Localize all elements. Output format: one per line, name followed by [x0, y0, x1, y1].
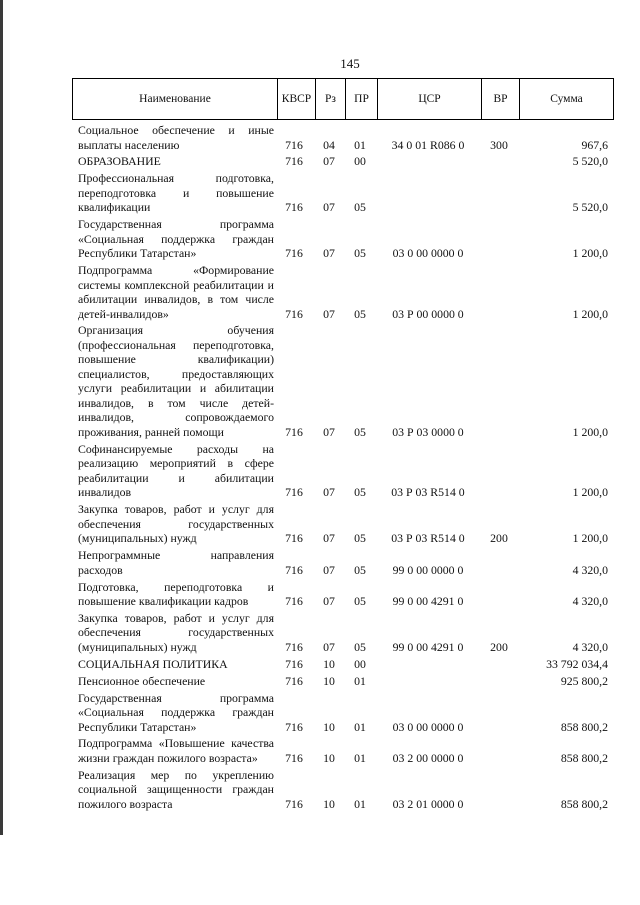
row-vr: 300: [490, 137, 508, 152]
row-sum: 4 320,0: [572, 562, 608, 577]
row-kvsr: 716: [285, 485, 303, 500]
row-name: Непрограммные направления расходов: [78, 548, 274, 577]
row-csr: 03 0 00 0000 0: [392, 246, 464, 261]
row-name: Государственная программа «Социальная поддержка граждан Республики Татарстан»: [78, 690, 274, 734]
row-kvsr: 716: [285, 246, 303, 261]
table-row: [78, 323, 614, 439]
row-kvsr: 716: [285, 154, 303, 169]
row-csr: 03 2 00 0000 0: [392, 750, 464, 765]
row-name: Подпрограмма «Формирование системы комплексной реабилитации и абилитации инвалидов, в том числе детей-инвалидов»: [78, 263, 274, 321]
row-name: Закупка товаров, работ и услуг для обеспечения государственных (муниципальных) нужд: [78, 610, 274, 654]
row-rz: 07: [323, 531, 335, 546]
row-name: СОЦИАЛЬНАЯ ПОЛИТИКА: [78, 656, 228, 671]
row-name: Реализация мер по укреплению социальной защищенности граждан пожилого возраста: [78, 767, 274, 811]
row-sum: 1 200,0: [572, 424, 608, 439]
row-name: Закупка товаров, работ и услуг для обеспечения государственных (муниципальных) нужд: [78, 502, 274, 546]
row-pr: 00: [354, 154, 366, 169]
row-csr: 03 0 00 0000 0: [392, 719, 464, 734]
row-vr: 200: [490, 639, 508, 654]
row-name: Профессиональная подготовка, переподготовка и повышение квалификации: [78, 171, 274, 215]
table-row: [78, 611, 614, 655]
row-sum: 4 320,0: [572, 594, 608, 609]
row-sum: 1 200,0: [572, 485, 608, 500]
row-pr: 05: [354, 562, 366, 577]
table-row: [78, 217, 614, 261]
row-pr: 05: [354, 424, 366, 439]
row-csr: 99 0 00 4291 0: [392, 594, 464, 609]
header-sum: Сумма: [519, 79, 613, 119]
row-kvsr: 716: [285, 796, 303, 811]
header-name: Наименование: [139, 93, 211, 105]
row-rz: 10: [323, 719, 335, 734]
row-sum: 858 800,2: [560, 719, 608, 734]
row-kvsr: 716: [285, 719, 303, 734]
row-name: Пенсионное обеспечение: [78, 673, 206, 688]
table-row: [78, 123, 614, 152]
row-sum: 33 792 034,4: [546, 656, 608, 671]
row-name: ОБРАЗОВАНИЕ: [78, 154, 161, 169]
row-csr: 03 Р 00 0000 0: [392, 306, 464, 321]
header-csr: ЦСР: [377, 79, 481, 119]
scan-edge-bar: [0, 0, 3, 835]
row-pr: 05: [354, 594, 366, 609]
row-csr: 03 2 01 0000 0: [392, 796, 464, 811]
table-row: [78, 502, 614, 546]
row-pr: 05: [354, 200, 366, 215]
row-rz: 10: [323, 796, 335, 811]
row-name: Организация обучения (профессиональная переподготовка, повышение квалификации) специалистов, предоставляющих услуги реабилитации и абилитации инвалидов, в том числе детей-инвалидов, сопровождаемого проживания, ранней помощи: [78, 323, 274, 439]
table-row: [78, 442, 614, 500]
row-sum: 925 800,2: [560, 673, 608, 688]
row-pr: 00: [354, 656, 366, 671]
row-rz: 07: [323, 200, 335, 215]
row-rz: 07: [323, 639, 335, 654]
row-rz: 07: [323, 562, 335, 577]
row-sum: 5 520,0: [572, 200, 608, 215]
header-pr: ПР: [345, 79, 377, 119]
row-kvsr: 716: [285, 639, 303, 654]
row-rz: 07: [323, 424, 335, 439]
row-sum: 858 800,2: [560, 796, 608, 811]
row-pr: 01: [354, 137, 366, 152]
row-rz: 10: [323, 656, 335, 671]
row-rz: 07: [323, 246, 335, 261]
table-row: [78, 768, 614, 812]
row-rz: 07: [323, 306, 335, 321]
row-sum: 1 200,0: [572, 246, 608, 261]
row-sum: 1 200,0: [572, 306, 608, 321]
row-sum: 858 800,2: [560, 750, 608, 765]
table-row: [78, 674, 614, 689]
row-pr: 05: [354, 485, 366, 500]
row-pr: 05: [354, 639, 366, 654]
row-pr: 01: [354, 719, 366, 734]
row-kvsr: 716: [285, 200, 303, 215]
row-csr: 99 0 00 4291 0: [392, 639, 464, 654]
row-pr: 01: [354, 796, 366, 811]
row-kvsr: 716: [285, 750, 303, 765]
header-vr: ВР: [481, 79, 519, 119]
row-pr: 05: [354, 246, 366, 261]
row-kvsr: 716: [285, 137, 303, 152]
row-pr: 05: [354, 531, 366, 546]
row-sum: 1 200,0: [572, 531, 608, 546]
row-csr: 03 Р 03 R514 0: [391, 531, 465, 546]
row-rz: 10: [323, 750, 335, 765]
row-sum: 5 520,0: [572, 154, 608, 169]
header-kvsr: КВСР: [277, 79, 315, 119]
header-rz: Рз: [315, 79, 345, 119]
table-row: [78, 154, 614, 169]
row-kvsr: 716: [285, 594, 303, 609]
page-number: 145: [340, 56, 360, 71]
row-vr: 200: [490, 531, 508, 546]
row-kvsr: 716: [285, 656, 303, 671]
row-kvsr: 716: [285, 562, 303, 577]
row-name: Социальное обеспечение и иные выплаты населению: [78, 123, 274, 152]
row-rz: 04: [323, 137, 335, 152]
table-row: [78, 657, 614, 672]
row-csr: 99 0 00 0000 0: [392, 562, 464, 577]
row-kvsr: 716: [285, 673, 303, 688]
row-pr: 01: [354, 750, 366, 765]
table-row: [78, 263, 614, 321]
row-kvsr: 716: [285, 531, 303, 546]
table-body: [78, 123, 614, 814]
row-rz: 07: [323, 594, 335, 609]
row-kvsr: 716: [285, 306, 303, 321]
row-kvsr: 716: [285, 424, 303, 439]
table-row: [78, 548, 614, 577]
table-row: [78, 580, 614, 609]
row-csr: 34 0 01 R086 0: [391, 137, 465, 152]
row-name: Подпрограмма «Повышение качества жизни граждан пожилого возраста»: [78, 736, 274, 765]
table-row: [78, 691, 614, 735]
table-row: [78, 171, 614, 215]
row-pr: 05: [354, 306, 366, 321]
row-rz: 07: [323, 485, 335, 500]
row-name: Государственная программа «Социальная поддержка граждан Республики Татарстан»: [78, 217, 274, 261]
row-rz: 10: [323, 673, 335, 688]
row-name: Софинансируемые расходы на реализацию мероприятий в сфере реабилитации и абилитации инвалидов: [78, 441, 274, 500]
table-header: [72, 78, 614, 120]
row-sum: 4 320,0: [572, 639, 608, 654]
row-rz: 07: [323, 154, 335, 169]
table-row: [78, 736, 614, 765]
row-csr: 03 Р 03 0000 0: [392, 424, 464, 439]
row-sum: 967,6: [581, 137, 608, 152]
row-name: Подготовка, переподготовка и повышение квалификации кадров: [78, 579, 274, 609]
row-csr: 03 Р 03 R514 0: [391, 485, 465, 500]
row-pr: 01: [354, 673, 366, 688]
